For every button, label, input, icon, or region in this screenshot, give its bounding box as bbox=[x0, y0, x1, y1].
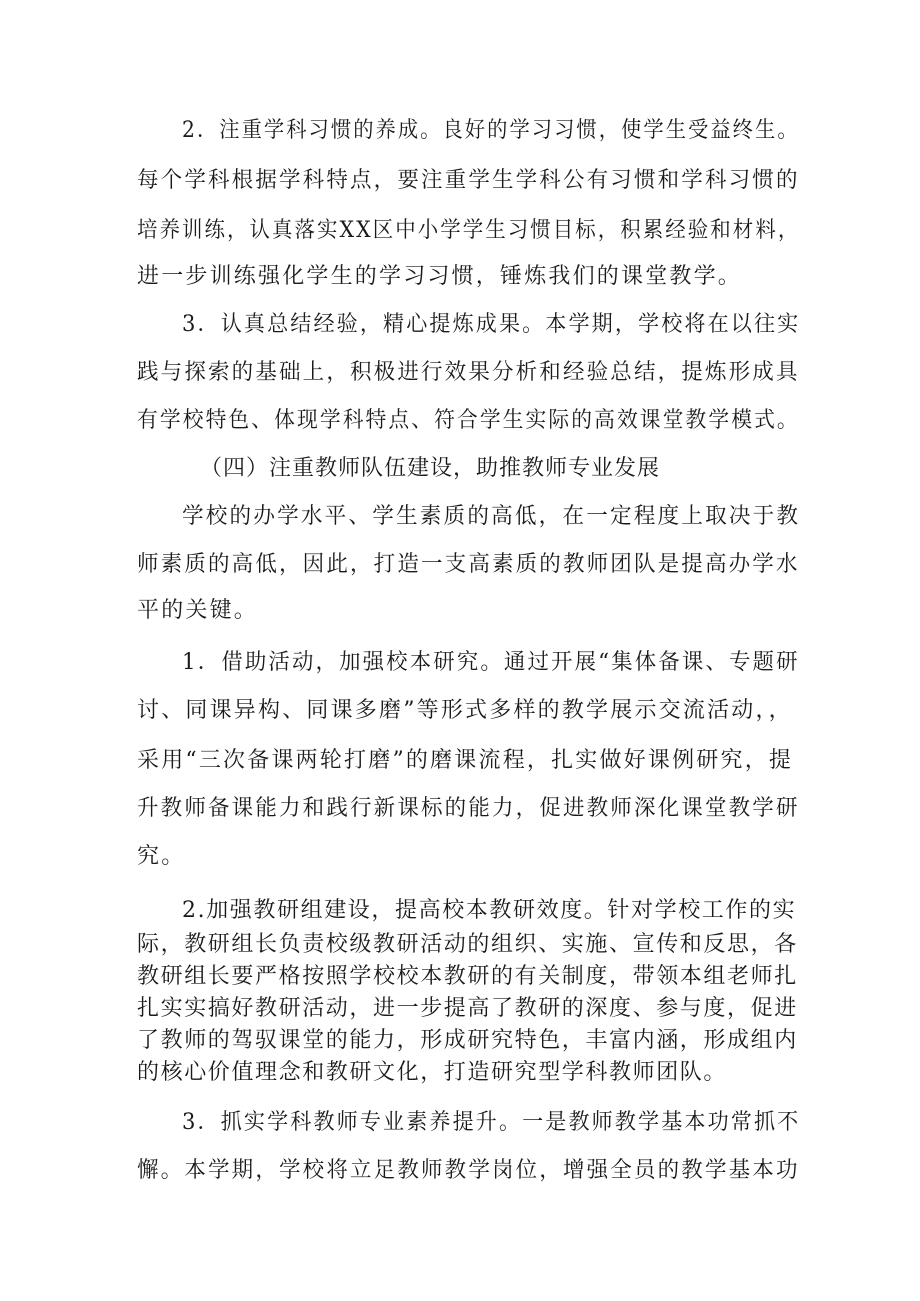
text-line: 际，教研组长负责校级教研活动的组织、实施、宣传和反思，各 bbox=[137, 932, 798, 957]
text-line: 有学校特色、体现学科特点、符合学生实际的高效课堂教学模式。 bbox=[137, 408, 800, 433]
text-line: 每个学科根据学科特点，要注重学生学科公有习惯和学科习惯的 bbox=[137, 168, 800, 193]
text-line: 扎实实搞好教研活动，进一步提高了教研的深度、参与度，促进 bbox=[137, 996, 798, 1021]
text-line: 2．注重学科习惯的养成。良好的学习习惯，使学生受益终生。 bbox=[182, 118, 800, 143]
text-line: 进一步训练强化学生的学习习惯，锤炼我们的课堂教学。 bbox=[137, 264, 743, 289]
text-line: 师素质的高低，因此，打造一支高素质的教师团队是提高办学水 bbox=[137, 552, 800, 577]
text-line: 培养训练，认真落实XX区中小学学生习惯目标，积累经验和材料， bbox=[137, 218, 801, 243]
text-line: 3．抓实学科教师专业素养提升。一是教师教学基本功常抓不 bbox=[182, 1110, 801, 1135]
text-line: 讨、同课异构、同课多磨”等形式多样的教学展示交流活动，， bbox=[137, 698, 793, 723]
text-line: 了教师的驾驭课堂的能力，形成研究特色，丰富内涵，形成组内 bbox=[137, 1028, 798, 1053]
text-line: 践与探索的基础上，积极进行效果分析和经验总结，提炼形成具 bbox=[137, 360, 800, 385]
text-line: 平的关键。 bbox=[137, 598, 259, 623]
text-line: 2.加强教研组建设，提高校本教研效度。针对学校工作的实 bbox=[182, 898, 797, 923]
section-heading: （四）注重教师队伍建设，助推教师专业发展 bbox=[200, 456, 661, 481]
text-line: 的核心价值理念和教研文化，打造研究型学科教师团队。 bbox=[137, 1060, 728, 1085]
text-line: 升教师备课能力和践行新课标的能力，促进教师深化课堂教学研 bbox=[137, 796, 800, 821]
text-line: 1．借助活动，加强校本研究。通过开展“集体备课、专题研 bbox=[182, 650, 800, 675]
text-line: 懈。本学期，学校将立足教师教学岗位，增强全员的教学基本功 bbox=[137, 1158, 800, 1183]
text-line: 究。 bbox=[137, 844, 186, 869]
text-line: 学校的办学水平、学生素质的高低，在一定程度上取决于教 bbox=[182, 504, 801, 529]
text-line: 采用“三次备课两轮打磨”的磨课流程，扎实做好课例研究，提 bbox=[137, 748, 794, 773]
text-line: 3．认真总结经验，精心提炼成果。本学期，学校将在以往实 bbox=[182, 312, 801, 337]
text-line: 教研组长要严格按照学校校本教研的有关制度，带领本组老师扎 bbox=[137, 964, 798, 989]
